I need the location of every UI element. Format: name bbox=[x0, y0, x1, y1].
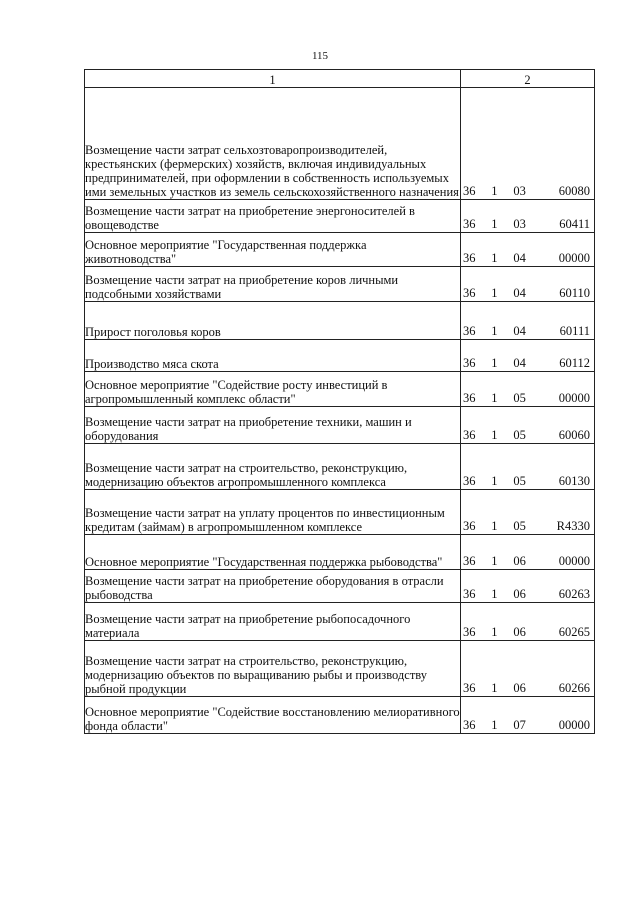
table-row bbox=[85, 340, 595, 372]
code-subprogram: 1 bbox=[491, 356, 498, 370]
table-row bbox=[85, 372, 595, 407]
table-row bbox=[85, 302, 595, 340]
code-direction: 60263 bbox=[558, 587, 590, 601]
code-measure: 06 bbox=[513, 681, 526, 695]
table-header-row bbox=[85, 70, 595, 88]
row-code bbox=[461, 570, 595, 603]
header-col-2: 2 bbox=[461, 70, 595, 88]
row-code bbox=[461, 200, 595, 233]
code-direction: R4330 bbox=[556, 519, 590, 533]
row-description: Возмещение части затрат на приобретение коров личными подсобными хозяйствами bbox=[85, 267, 461, 302]
code-subprogram: 1 bbox=[491, 428, 498, 442]
code-subprogram: 1 bbox=[491, 286, 498, 300]
code-measure: 06 bbox=[513, 587, 526, 601]
table-row bbox=[85, 570, 595, 603]
code-subprogram: 1 bbox=[491, 184, 498, 198]
code-measure: 04 bbox=[513, 324, 526, 338]
code-program: 36 bbox=[463, 356, 476, 370]
row-description: Возмещение части затрат на уплату процентов по инвестиционным кредитам (займам) в агропромышленном комплексе bbox=[85, 490, 461, 535]
table-row bbox=[85, 407, 595, 444]
code-program: 36 bbox=[463, 217, 476, 231]
code-program: 36 bbox=[463, 184, 476, 198]
row-description: Возмещение части затрат на строительство, реконструкцию, модернизацию объектов агропромышленного комплекса bbox=[85, 444, 461, 490]
row-description: Основное мероприятие "Содействие росту инвестиций в агропромышленный комплекс области" bbox=[85, 372, 461, 407]
table-row bbox=[85, 233, 595, 267]
table-row bbox=[85, 697, 595, 734]
code-measure: 04 bbox=[513, 286, 526, 300]
table-row bbox=[85, 535, 595, 570]
code-program: 36 bbox=[463, 519, 476, 533]
code-subprogram: 1 bbox=[491, 587, 498, 601]
code-subprogram: 1 bbox=[491, 251, 498, 265]
row-code bbox=[461, 490, 595, 535]
code-direction: 60112 bbox=[559, 356, 590, 370]
row-code bbox=[461, 267, 595, 302]
code-subprogram: 1 bbox=[491, 681, 498, 695]
row-code bbox=[461, 641, 595, 697]
row-description: Прирост поголовья коров bbox=[85, 302, 461, 340]
code-subprogram: 1 bbox=[491, 718, 498, 732]
code-direction: 60060 bbox=[558, 428, 590, 442]
row-description: Основное мероприятие "Государственная поддержка рыбоводства" bbox=[85, 535, 461, 570]
code-direction: 60111 bbox=[559, 324, 590, 338]
code-program: 36 bbox=[463, 391, 476, 405]
code-program: 36 bbox=[463, 587, 476, 601]
page-number: 115 bbox=[311, 50, 329, 62]
code-program: 36 bbox=[463, 286, 476, 300]
code-measure: 06 bbox=[513, 554, 526, 568]
row-description: Возмещение части затрат сельхозтоваропроизводителей, крестьянских (фермерских) хозяйств, включая индивидуальных предпринимателей, при оформлении в собственность используемых ими земельных участков из земель сельскохозяйственного назначения bbox=[85, 88, 461, 200]
code-measure: 05 bbox=[513, 391, 526, 405]
code-direction: 00000 bbox=[558, 251, 590, 265]
code-subprogram: 1 bbox=[491, 554, 498, 568]
table-row bbox=[85, 490, 595, 535]
code-direction: 00000 bbox=[558, 718, 590, 732]
table-row bbox=[85, 88, 595, 200]
code-direction: 60110 bbox=[559, 286, 590, 300]
header-col-1: 1 bbox=[85, 70, 461, 88]
code-subprogram: 1 bbox=[491, 625, 498, 639]
row-description: Основное мероприятие "Государственная поддержка животноводства" bbox=[85, 233, 461, 267]
code-direction: 60080 bbox=[558, 184, 590, 198]
code-measure: 05 bbox=[513, 428, 526, 442]
code-direction: 60130 bbox=[558, 474, 590, 488]
code-program: 36 bbox=[463, 625, 476, 639]
code-measure: 03 bbox=[513, 217, 526, 231]
row-code bbox=[461, 372, 595, 407]
row-description: Возмещение части затрат на приобретение техники, машин и оборудования bbox=[85, 407, 461, 444]
table-row bbox=[85, 444, 595, 490]
table-row bbox=[85, 200, 595, 233]
row-description: Возмещение части затрат на приобретение оборудования в отрасли рыбоводства bbox=[85, 570, 461, 603]
code-program: 36 bbox=[463, 554, 476, 568]
code-direction: 60266 bbox=[558, 681, 590, 695]
code-measure: 05 bbox=[513, 474, 526, 488]
code-program: 36 bbox=[463, 428, 476, 442]
row-description: Производство мяса скота bbox=[85, 340, 461, 372]
code-measure: 04 bbox=[513, 356, 526, 370]
code-direction: 00000 bbox=[558, 554, 590, 568]
row-description: Основное мероприятие "Содействие восстановлению мелиоративного фонда области" bbox=[85, 697, 461, 734]
code-program: 36 bbox=[463, 324, 476, 338]
code-measure: 04 bbox=[513, 251, 526, 265]
table-row bbox=[85, 641, 595, 697]
row-code bbox=[461, 603, 595, 641]
row-code bbox=[461, 88, 595, 200]
row-code bbox=[461, 302, 595, 340]
code-subprogram: 1 bbox=[491, 217, 498, 231]
code-measure: 03 bbox=[513, 184, 526, 198]
code-subprogram: 1 bbox=[491, 391, 498, 405]
code-program: 36 bbox=[463, 718, 476, 732]
code-direction: 60265 bbox=[558, 625, 590, 639]
row-code bbox=[461, 233, 595, 267]
code-program: 36 bbox=[463, 681, 476, 695]
table-row bbox=[85, 603, 595, 641]
code-direction: 60411 bbox=[559, 217, 590, 231]
code-program: 36 bbox=[463, 251, 476, 265]
row-code bbox=[461, 697, 595, 734]
row-description: Возмещение части затрат на приобретение энергоносителей в овощеводстве bbox=[85, 200, 461, 233]
row-code bbox=[461, 340, 595, 372]
row-description: Возмещение части затрат на приобретение рыбопосадочного материала bbox=[85, 603, 461, 641]
row-code bbox=[461, 444, 595, 490]
code-measure: 06 bbox=[513, 625, 526, 639]
code-measure: 05 bbox=[513, 519, 526, 533]
table-row bbox=[85, 267, 595, 302]
code-direction: 00000 bbox=[558, 391, 590, 405]
code-subprogram: 1 bbox=[491, 474, 498, 488]
code-subprogram: 1 bbox=[491, 519, 498, 533]
code-subprogram: 1 bbox=[491, 324, 498, 338]
code-program: 36 bbox=[463, 474, 476, 488]
budget-table bbox=[84, 69, 595, 734]
row-code bbox=[461, 407, 595, 444]
code-measure: 07 bbox=[513, 718, 526, 732]
row-description: Возмещение части затрат на строительство, реконструкцию, модернизацию объектов по выращиванию рыбы и производству рыбной продукции bbox=[85, 641, 461, 697]
row-code bbox=[461, 535, 595, 570]
